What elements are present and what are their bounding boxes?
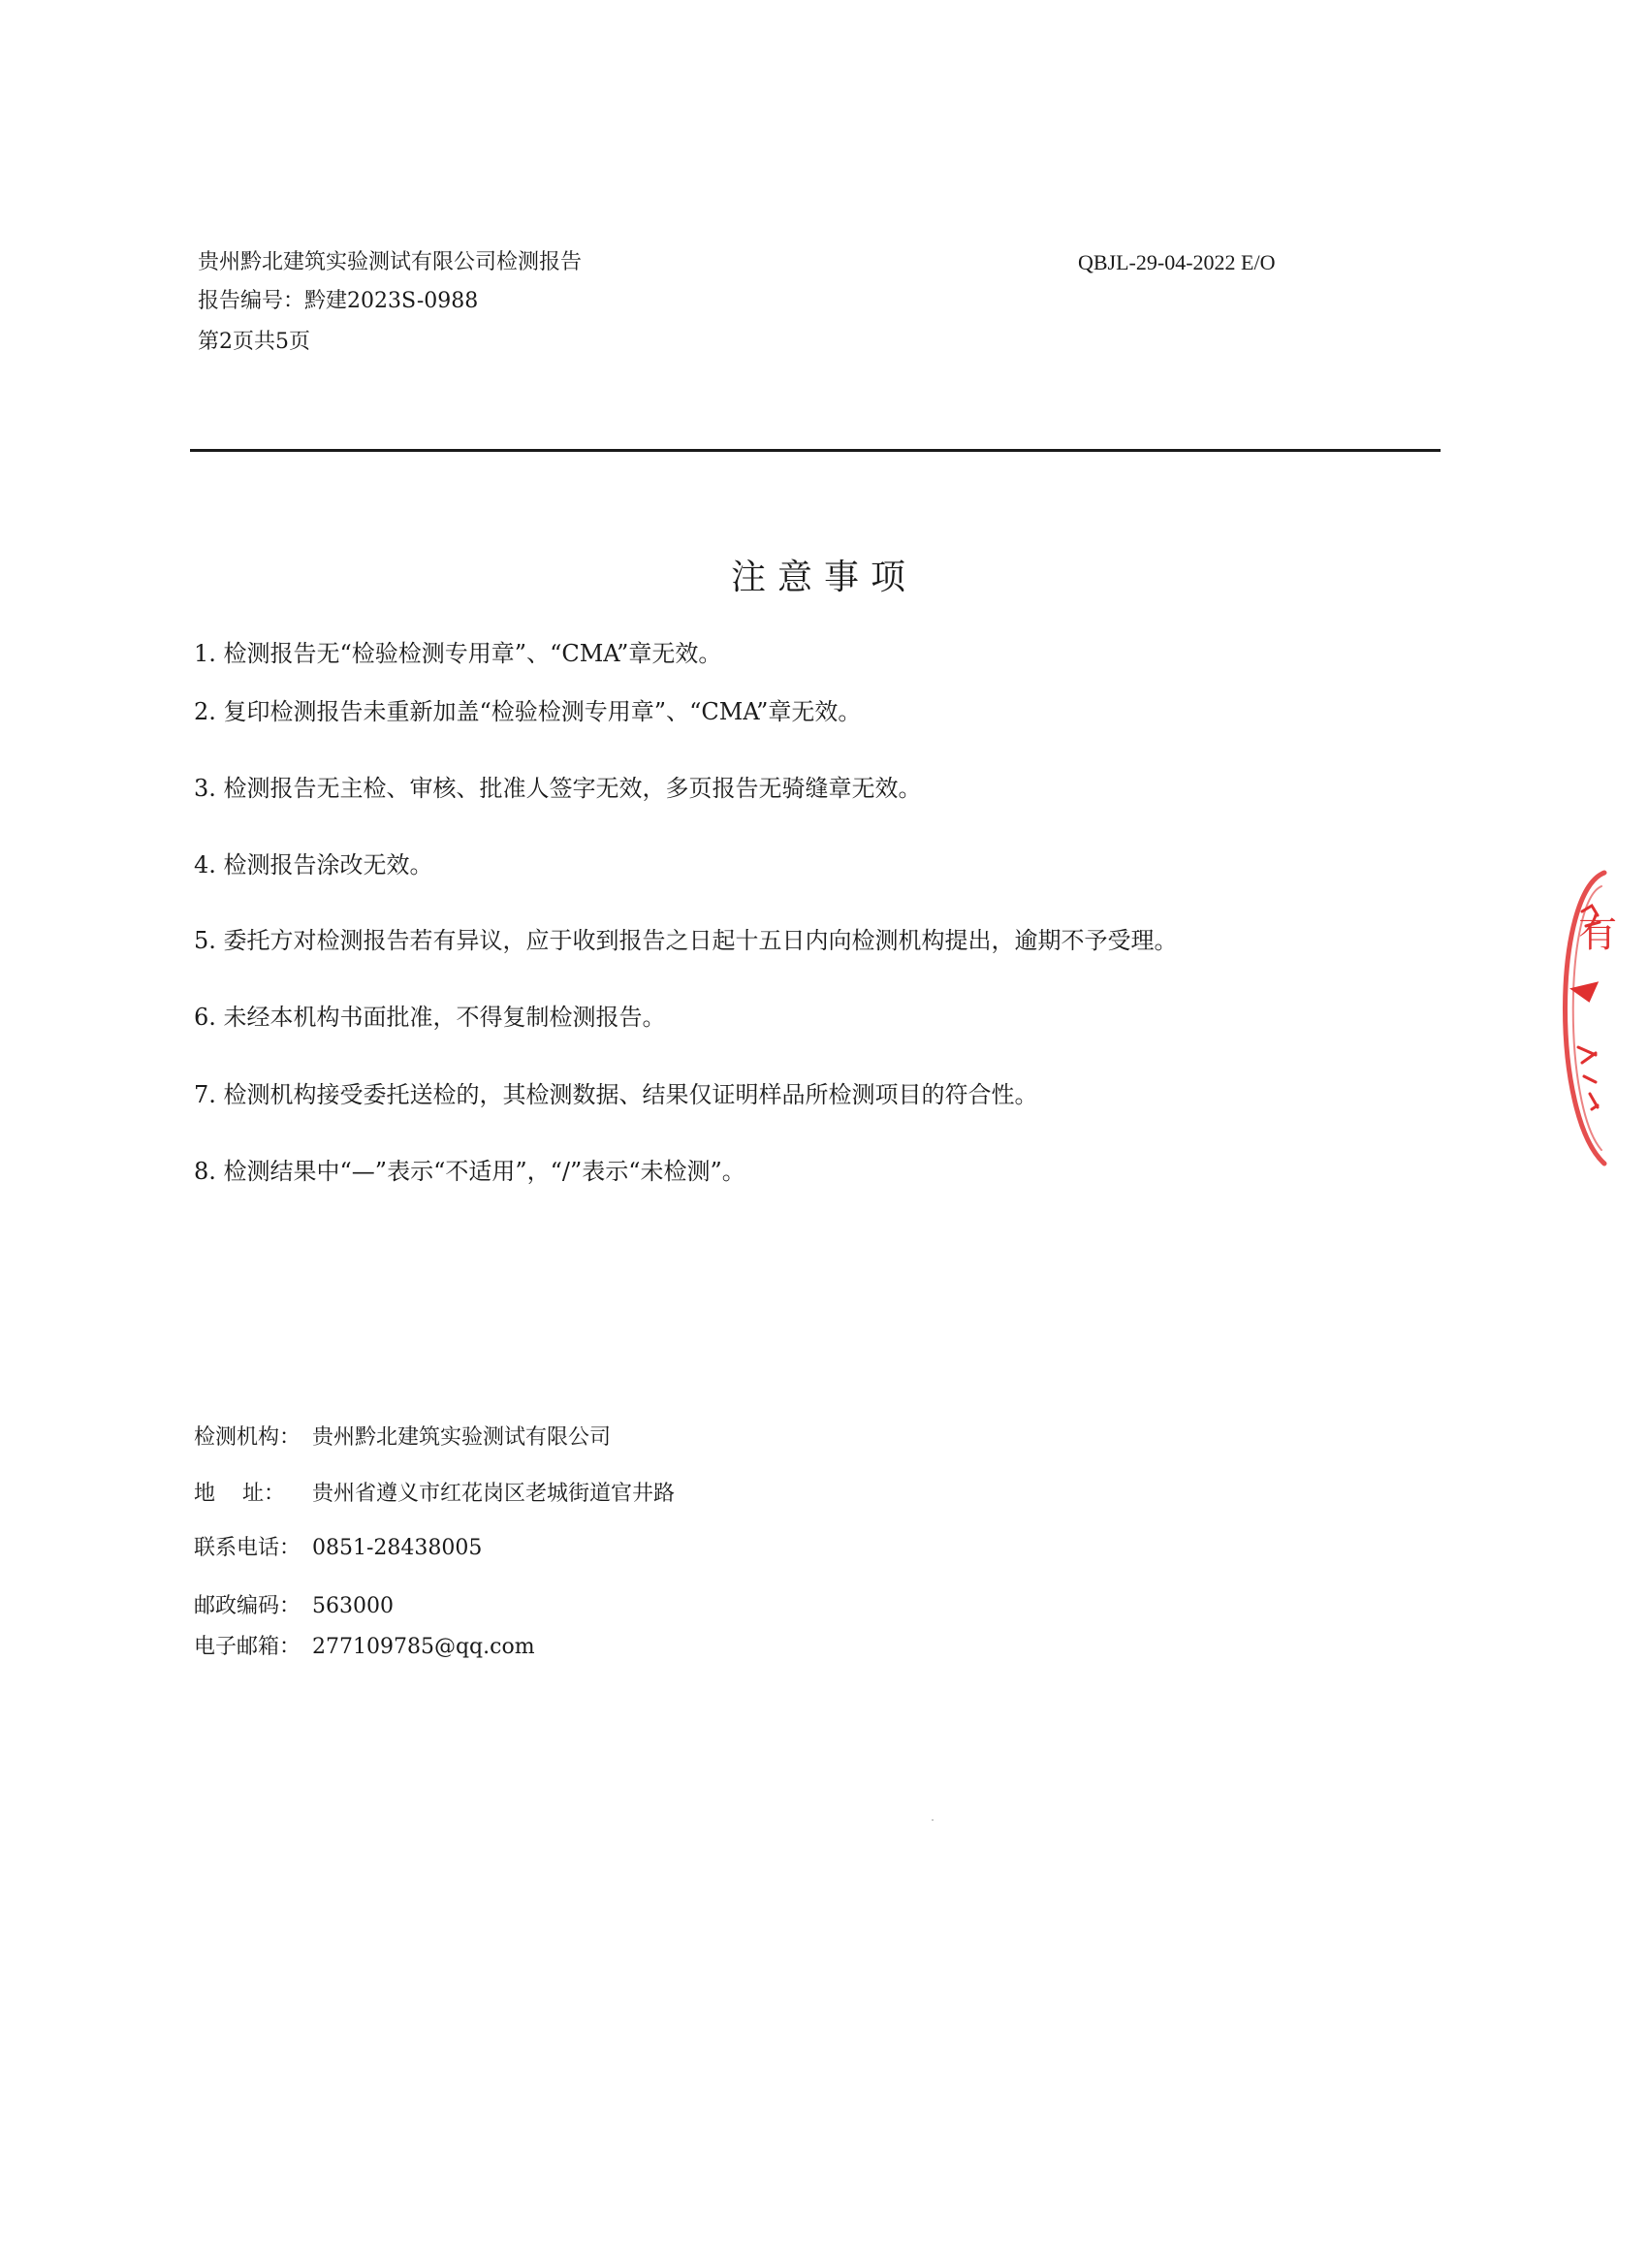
seal-text: 有 [1578, 911, 1617, 956]
contact-zip [194, 1592, 394, 1621]
contact-zip-label: 邮政编码： [194, 1594, 301, 1618]
contact-email-label: 电子邮箱： [194, 1635, 301, 1659]
contact-organization [194, 1423, 611, 1453]
seal-fragment-graphic [1543, 873, 1617, 1164]
contact-organization-value: 贵州黔北建筑实验测试有限公司 [312, 1425, 612, 1450]
contact-address-value: 贵州省遵义市红花岗区老城街道官井路 [312, 1482, 676, 1506]
notice-item-7: 7. 检测机构接受委托送检的，其检测数据、结果仅证明样品所检测项目的符合性。 [194, 1081, 1038, 1108]
form-code: QBJL-29-04-2022 E/O [1078, 250, 1276, 274]
notice-item-4: 4. 检测报告涂改无效。 [194, 851, 433, 878]
scan-speck [932, 1819, 934, 1821]
notice-item-2: 2. 复印检测报告未重新加盖“检验检测专用章”、“CMA”章无效。 [194, 698, 862, 725]
seam-seal-fragment [1543, 873, 1617, 1164]
contact-email-value: 277109785@qq.com [312, 1635, 535, 1659]
page-indicator: 第2页共5页 [198, 330, 310, 354]
notice-item-3: 3. 检测报告无主检、审核、批准人签字无效，多页报告无骑缝章无效。 [194, 775, 922, 802]
header-divider [190, 449, 1441, 452]
contact-email [194, 1633, 535, 1662]
notice-item-6: 6. 未经本机构书面批准，不得复制检测报告。 [194, 1004, 666, 1031]
contact-address-label: 地 址： [194, 1482, 285, 1506]
report-header-title: 贵州黔北建筑实验测试有限公司检测报告 [198, 250, 583, 274]
report-number: 报告编号：黔建2023S-0988 [198, 289, 479, 313]
contact-phone-label: 联系电话： [194, 1536, 301, 1560]
notice-title: 注意事项 [730, 558, 917, 597]
contact-zip-value: 563000 [312, 1594, 394, 1618]
notice-item-8: 8. 检测结果中“—”表示“不适用”，“/”表示“未检测”。 [194, 1158, 745, 1185]
notice-item-5: 5. 委托方对检测报告若有异议，应于收到报告之日起十五日内向检测机构提出，逾期不予受理。 [194, 927, 1178, 954]
contact-address [194, 1480, 675, 1509]
contact-phone [194, 1534, 482, 1563]
notice-item-1: 1. 检测报告无“检验检测专用章”、“CMA”章无效。 [194, 640, 722, 667]
contact-organization-label: 检测机构： [194, 1425, 301, 1450]
contact-phone-value: 0851-28438005 [312, 1536, 483, 1560]
